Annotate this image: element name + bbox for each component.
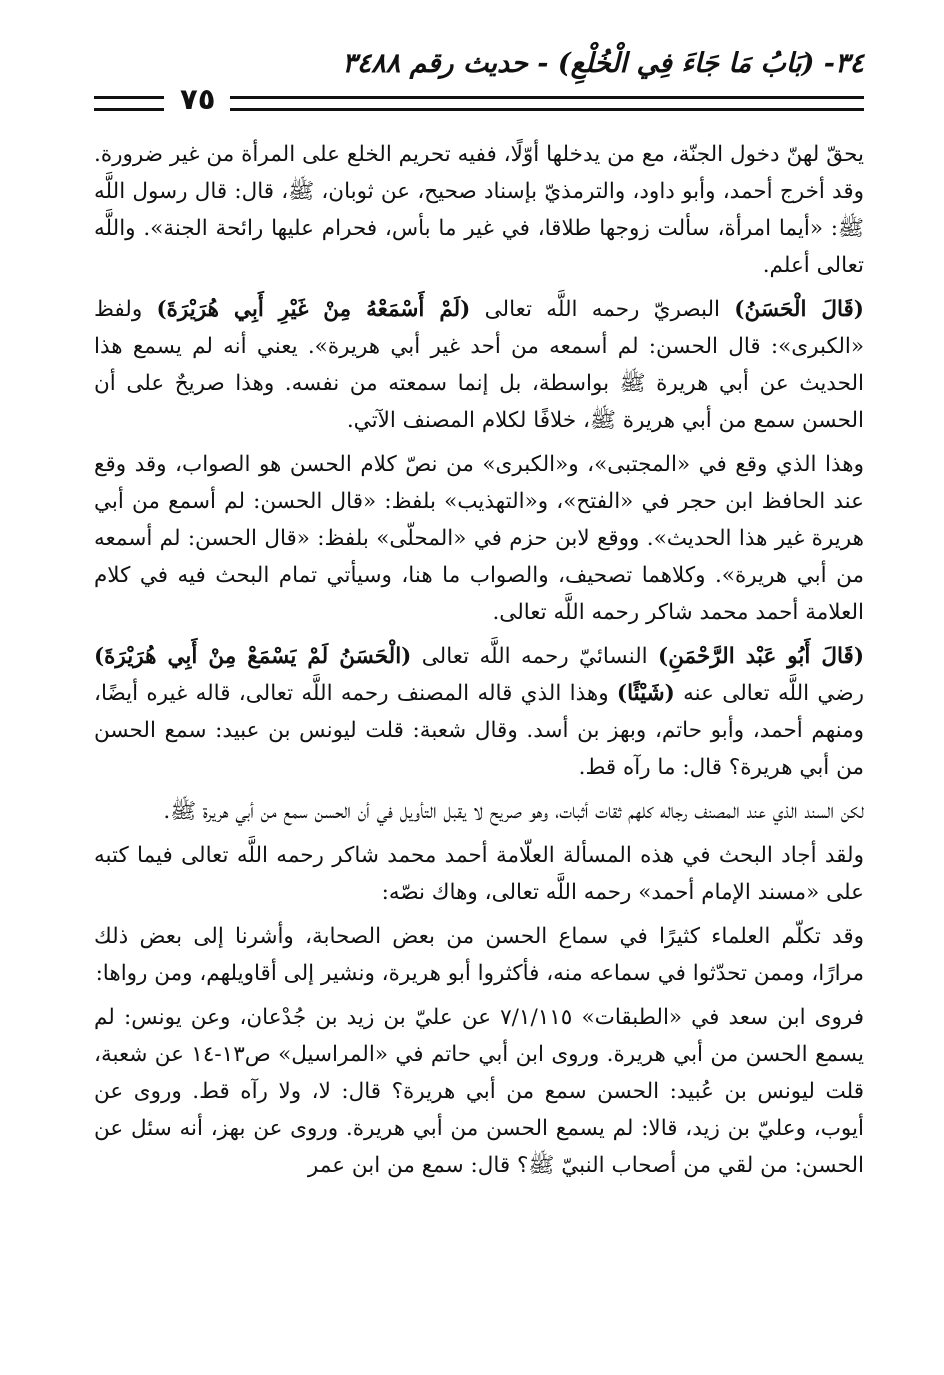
paragraph-text: يحقّ لهنّ دخول الجنّة، مع من يدخلها أوّلًا، ففيه تحريم الخلع على المرأة من غير ضرورة. وقد أخرج أحمد، وأبو داود، والترمذيّ بإسناد صحيح، عن ثوبان، ﷺ، قال: قال رسول اللَّه ﷺ: «أيما امرأة، سألت زوجها طلاقا، في غير ما بأس، فحرام عليها رائحة الجنة». واللَّه تعالى أعلم. [94, 142, 864, 278]
paragraph-3 [94, 446, 864, 631]
paragraph-text: ولفظ «الكبرى»: قال الحسن: لم أسمعه من أحد غير أبي هريرة». يعني أنه لم يسمع هذا الحديث عن أبي هريرة ﷺ بواسطة، بل إنما سمعته من نفسه. وهذا صريحٌ على أن الحسن سمع من أبي هريرة ﷺ، خلافًا لكلام المصنف الآتي. [94, 297, 864, 433]
quoted-matn: (لَمْ أَسْمَعْهُ مِنْ غَيْرِ أَبِي هُرَيْرَةَ) [156, 297, 471, 322]
paragraph-text: وقد تكلّم العلماء كثيرًا في سماع الحسن من بعض الصحابة، وأشرنا إلى بعض ذلك مرارًا، وممن تحدّثوا في سماعه منه، فأكثروا أبو هريرة، ونشير إلى أقاويلهم، ومن رواها: [94, 924, 864, 986]
paragraph-4 [94, 638, 864, 786]
paragraph-8 [94, 999, 864, 1184]
quoted-matn: (الْحَسَنُ لَمْ يَسْمَعْ مِنْ أَبِي هُرَيْرَةَ) [94, 644, 412, 669]
paragraph-text: وهذا الذي وقع في «المجتبى»، و«الكبرى» من نصّ كلام الحسن هو الصواب، وقد وقع عند الحافظ ابن حجر في «الفتح»، و«التهذيب» بلفظ: «قال الحسن: لم أسمع من أبي هريرة غير هذا الحديث». ووقع لابن حزم في «المحلّى» بلفظ: «قال الحسن: لم أسمعه من أبي هريرة». وكلاهما تصحيف، والصواب ما هنا، وسيأتي تمام البحث فيه في كلام العلامة أحمد محمد شاكر رحمه اللَّه تعالى. [94, 452, 864, 625]
chapter-heading: ٣٤- (بَابُ مَا جَاءَ فِي الْخُلْعِ) - حديث رقم ٣٤٨٨ [342, 48, 864, 79]
quoted-matn: (قَالَ أَبُو عَبْد الرَّحْمَنِ) [658, 644, 864, 669]
paragraph-text: البصريّ رحمه اللَّه تعالى [470, 297, 735, 322]
quoted-matn: (شَيْئًا) [616, 681, 675, 706]
page-number: ٧٥ [180, 82, 216, 116]
page-header [94, 48, 864, 118]
paragraph-text: فروى ابن سعد في «الطبقات» ٧/١/١١٥ عن عليّ بن زيد بن جُدْعان، وعن يونس: لم يسمع الحسن من أبي هريرة. وروى ابن أبي حاتم في «المراسيل» ص١٣-١٤ عن شعبة، قلت ليونس بن عُبيد: الحسن سمع من أبي هريرة؟ قال: لا، ولا رآه قط. وروى عن أيوب، وعليّ بن زيد، قالا: لم يسمع الحسن من أبي هريرة. وروى عن بهز، أنه سئل عن الحسن: من لقي من أصحاب النبيّ ﷺ؟ قال: سمع من ابن عمر [94, 1005, 864, 1178]
body-text [94, 136, 864, 1184]
paragraph-text: لكن السند الذي عند المصنف رجاله كلهم ثقات أثبات، وهو صريح لا يقبل التأويل في أن الحسن سمع من أبي هريرة ﷺ. [163, 799, 864, 824]
paragraph-6 [94, 837, 864, 911]
paragraph-5 [94, 793, 864, 830]
paragraph-text: ولقد أجاد البحث في هذه المسألة العلّامة أحمد محمد شاكر رحمه اللَّه تعالى فيما كتبه على «مسند الإمام أحمد» رحمه اللَّه تعالى، وهاك نصّه: [94, 843, 864, 905]
paragraph-2 [94, 291, 864, 439]
paragraph-7 [94, 918, 864, 992]
book-page [94, 48, 864, 1348]
paragraph-1 [94, 136, 864, 284]
header-rule-right [230, 96, 864, 111]
paragraph-text: رضي اللَّه تعالى عنه [674, 681, 864, 706]
quoted-matn: (قَالَ الْحَسَنُ) [734, 297, 864, 322]
header-rule-left [94, 96, 164, 111]
paragraph-text: النسائيّ رحمه اللَّه تعالى [411, 644, 659, 669]
paragraph-text: وهذا الذي قاله المصنف رحمه اللَّه تعالى، قاله غيره أيضًا، ومنهم أحمد، وأبو حاتم، وبهز بن أسد. وقال شعبة: قلت ليونس بن عبيد: سمع الحسن من أبي هريرة؟ قال: ما رآه قط. [94, 681, 864, 780]
